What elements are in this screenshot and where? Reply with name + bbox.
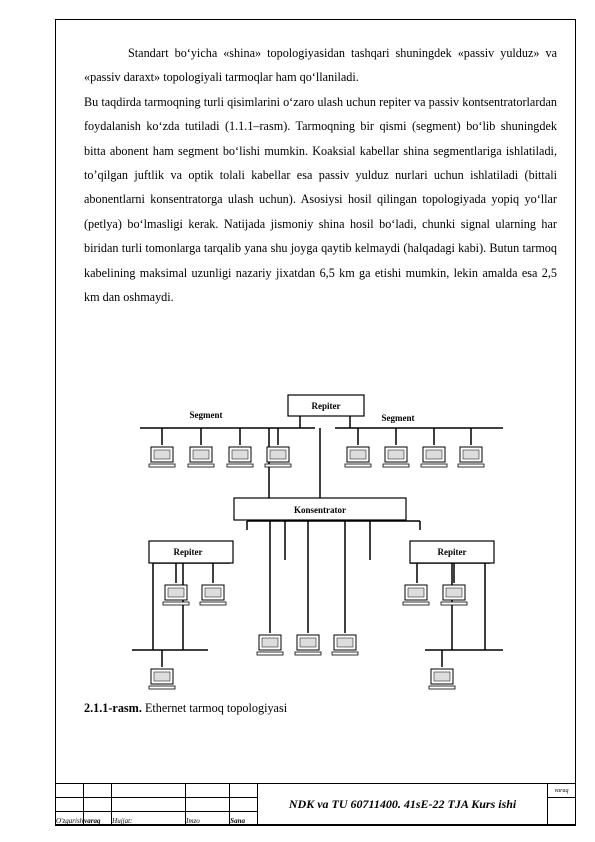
col-sana: Sana — [230, 812, 258, 826]
col-hujjat: Hujjat: — [112, 812, 186, 826]
repeater-right-label: Repiter — [437, 547, 467, 557]
segment-left-label: Segment — [189, 410, 223, 420]
repeater-left-label: Repiter — [173, 547, 203, 557]
paragraph-2: Bu taqdirda tarmoqning turli qisimlarini o‘zaro ulash uchun repiter va passiv kontsentratorlardan foydalanish ko‘zda tutiladi (1.1.1–rasm). Tarmoqning bir qismi (segment) bo‘lib shuningdek bitta abonent ham segment bo‘lishi mumkin. Koaksial kabellar shina segmentlariga ishlatiladi, to’qilgan juftlik va optik tolali kabellar esa passiv yulduz nurlari uchun ishlatiladi (bittali abonentlarni konsentratorga ulash uchun). Asosiysi hosil qilingan topologiyada yopiq yo‘llar (petlya) bo‘lmasligi kerak. Natijada jismoniy shina hosil bo‘ladi, chunki signal ularning har biridan turli tomonlarga tarqalib yana shu joyga qaytib kelmaydi (halqadagi kabi). Butun tarmoq kabelining maksimal uzunligi nazariy jixatdan 6,5 km ga etishi mumkin, lekin amalda esa 2,5 km dan oshmaydi. — [84, 94, 557, 305]
figure-caption — [84, 701, 287, 716]
col-imzo: Imzo — [186, 812, 230, 826]
paragraph-1: Standart bo‘yicha «shina» topologiyasidan tashqari shuningdek «passiv yulduz» va «passiv daraxt» topologiyali tarmoqlar ham qo‘llaniladi. — [84, 46, 557, 85]
caption-number: 2.1.1-rasm. — [84, 701, 142, 715]
body-text — [84, 41, 557, 309]
repeater-top-label: Repiter — [311, 401, 341, 411]
sheet-number — [548, 798, 576, 826]
document-title: NDK va TU 60711400. 41sE-22 TJA Kurs ishi — [258, 784, 548, 826]
col-ozgarish: O'zgarish — [56, 812, 84, 826]
concentrator-label: Konsentrator — [294, 505, 346, 515]
sheet-label: varaq — [548, 784, 576, 798]
computers — [149, 447, 484, 689]
topology-diagram — [120, 385, 520, 695]
col-varaq: varaq — [84, 812, 112, 826]
caption-text: Ethernet tarmoq topologiyasi — [141, 701, 288, 715]
title-block — [55, 783, 576, 825]
segment-right-label: Segment — [381, 413, 415, 423]
